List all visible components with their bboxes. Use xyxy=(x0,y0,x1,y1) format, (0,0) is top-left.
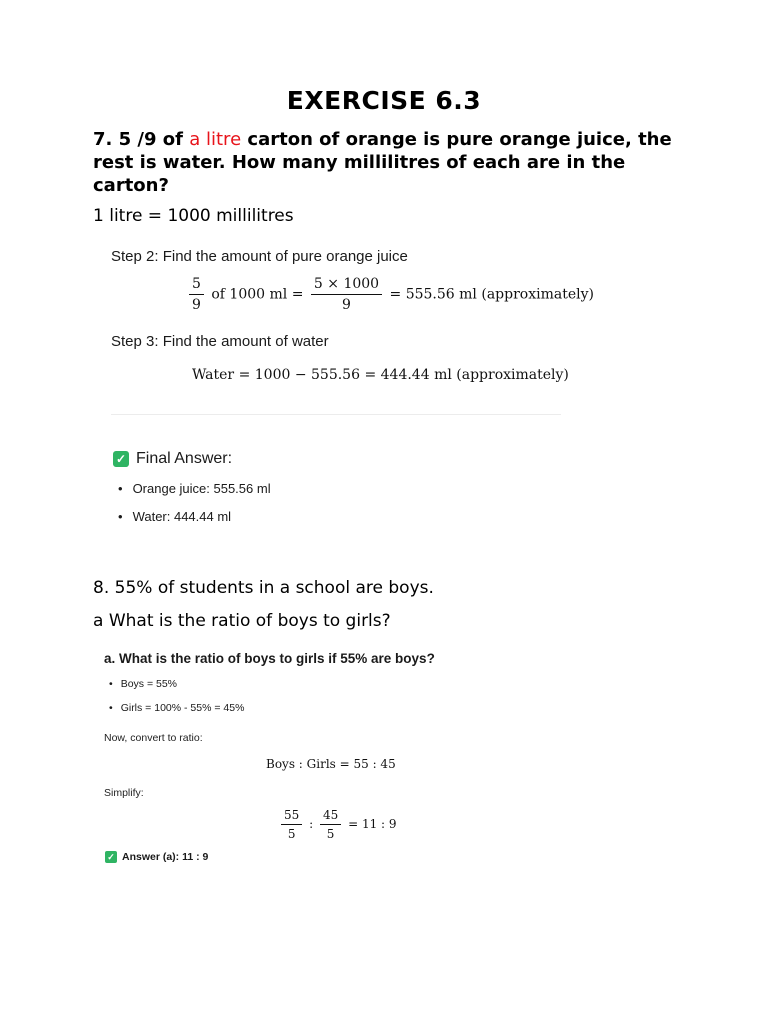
checkmark-icon: ✓ xyxy=(105,851,117,863)
girls-percent: • Girls = 100% - 55% = 45% xyxy=(109,702,244,714)
final-answer-heading xyxy=(113,450,232,468)
simplified-result: = 11 : 9 xyxy=(348,817,397,831)
question-7-highlight: a litre xyxy=(189,129,242,150)
fraction-55-5: $\frac{55}{5}$ xyxy=(281,808,302,841)
question-7 xyxy=(93,128,693,197)
question-7-prefix: 7. 5 /9 of xyxy=(93,129,190,150)
step-3-title: Step 3: Find the amount of water xyxy=(111,333,329,350)
ratio-equation: Boys : Girls = 55 : 45 xyxy=(266,757,396,771)
fraction-45-5: $\frac{45}{5}$ xyxy=(320,808,341,841)
step-2-text: of 1000 ml = xyxy=(211,286,304,303)
conversion-note: 1 litre = 1000 millilitres xyxy=(93,206,294,226)
step-2-equation xyxy=(186,276,594,313)
boys-percent: • Boys = 55% xyxy=(109,678,177,690)
fraction-5-9: $\frac{5}{9}$ xyxy=(189,276,204,313)
answer-a-label: Answer (a): 11 : 9 xyxy=(122,851,209,863)
answer-a xyxy=(105,851,208,863)
question-7-suffix: carton of orange is pure orange juice, the rest is water. How many millilitres of each are in the carton? xyxy=(93,129,672,196)
convert-text: Now, convert to ratio: xyxy=(104,732,203,744)
final-answer-label: Final Answer: xyxy=(136,450,233,467)
divider xyxy=(111,414,561,415)
answer-water: • Water: 444.44 ml xyxy=(118,509,231,524)
solution-heading: a. What is the ratio of boys to girls if 55% are boys? xyxy=(104,651,435,666)
page-title: EXERCISE 6.3 xyxy=(286,86,482,115)
step-2-result: = 555.56 ml (approximately) xyxy=(389,286,594,303)
simplified-equation: $\frac{55}{5}$ : $\frac{45}{5}$ = 11 : 9 xyxy=(278,808,397,841)
question-8: 8. 55% of students in a school are boys. xyxy=(93,578,434,598)
question-8-part-a: a What is the ratio of boys to girls? xyxy=(93,611,391,631)
step-3-equation: Water = 1000 − 555.56 = 444.44 ml (approximately) xyxy=(192,367,569,383)
fraction-5000-9: $\frac{5 \times 1000}{9}$ xyxy=(311,276,382,313)
answer-orange-juice: • Orange juice: 555.56 ml xyxy=(118,481,271,496)
simplify-text: Simplify: xyxy=(104,787,144,799)
step-2-title: Step 2: Find the amount of pure orange juice xyxy=(111,248,408,265)
checkmark-icon: ✓ xyxy=(113,451,129,467)
